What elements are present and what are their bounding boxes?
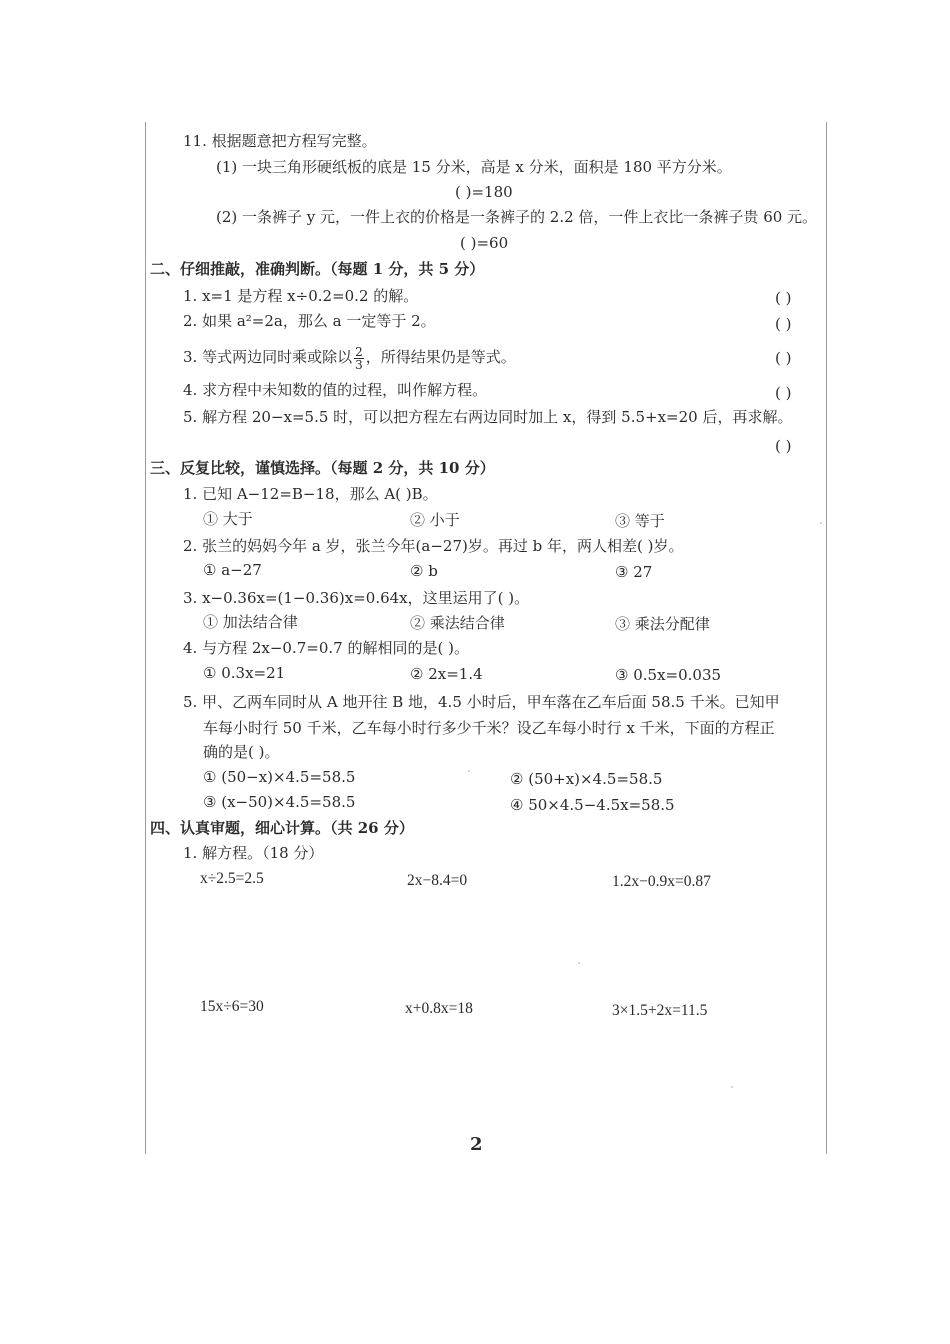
choice-q2-opt3: ③ 27 — [615, 563, 653, 581]
choice-q2-opt2: ② b — [410, 562, 438, 580]
section2-heading: 二、仔细推敲，准确判断。（每题 1 分，共 5 分） — [150, 260, 485, 278]
q11-part1-blank: ( )=180 — [455, 183, 513, 201]
judge-item-3: 3. 等式两边同时乘或除以 $\frac{2}{3}$ ，所得结果仍是等式。 — [183, 344, 516, 372]
choice-q4: 4. 与方程 2x−0.7=0.7 的解相同的是( )。 — [183, 639, 469, 657]
equation-2: 2x−8.4=0 — [407, 872, 468, 889]
choice-q2-opt1: ① a−27 — [203, 561, 262, 579]
choice-q4-opt3: ③ 0.5x=0.035 — [615, 666, 722, 684]
choice-q1-opt2: ② 小于 — [410, 511, 460, 529]
choice-q3-opt2: ② 乘法结合律 — [410, 614, 505, 632]
equation-4: 15x÷6=30 — [200, 998, 264, 1015]
choice-q2: 2. 张兰的妈妈今年 a 岁，张兰今年(a−27)岁。再过 b 年，两人相差( )岁。 — [183, 537, 684, 555]
section4-heading: 四、认真审题，细心计算。（共 26 分） — [150, 819, 414, 837]
q11-part1: (1) 一块三角形硬纸板的底是 15 分米，高是 x 分米，面积是 180 平方分米。 — [216, 158, 732, 176]
judge-item-1: 1. x=1 是方程 x÷0.2=0.2 的解。 — [183, 287, 419, 305]
choice-q1-opt3: ③ 等于 — [615, 512, 665, 530]
equation-6: 3×1.5+2x=11.5 — [612, 1002, 708, 1019]
judge-item-4: 4. 求方程中未知数的值的过程，叫作解方程。 — [183, 381, 488, 399]
judge-bracket-3: ( ) — [775, 349, 792, 367]
equation-3: 1.2x−0.9x=0.87 — [612, 873, 711, 890]
choice-q3-opt1: ① 加法结合律 — [203, 613, 298, 631]
choice-q1-opt1: ① 大于 — [203, 510, 253, 528]
equation-1: x÷2.5=2.5 — [200, 870, 264, 887]
choice-q4-opt2: ② 2x=1.4 — [410, 665, 483, 683]
judge-bracket-5: ( ) — [775, 437, 792, 455]
q11-part2: (2) 一条裤子 y 元，一件上衣的价格是一条裤子的 2.2 倍，一件上衣比一条裤子贵 60 元。 — [216, 208, 818, 226]
choice-q5-line1: 5. 甲、乙两车同时从 A 地开往 B 地，4.5 小时后，甲车落在乙车后面 58.5 千米。已知甲 — [183, 693, 780, 711]
judge-bracket-2: ( ) — [775, 315, 792, 333]
choice-q5-opt4: ④ 50×4.5−4.5x=58.5 — [510, 796, 675, 814]
choice-q5-line2: 车每小时行 50 千米，乙车每小时行多少千米？设乙车每小时行 x 千米，下面的方程正 — [203, 719, 775, 737]
choice-q4-opt1: ① 0.3x=21 — [203, 664, 286, 682]
judge-bracket-1: ( ) — [775, 289, 792, 307]
page-number: 2 — [470, 1134, 483, 1155]
judge-item-2: 2. 如果 a²=2a，那么 a 一定等于 2。 — [183, 312, 436, 330]
scan-speck — [731, 1086, 733, 1088]
choice-q1: 1. 已知 A−12=B−18，那么 A( )B。 — [183, 485, 438, 503]
scan-speck — [578, 962, 580, 964]
choice-q5-line3: 确的是( )。 — [203, 743, 280, 761]
fraction-two-thirds: $\frac{2}{3}$ — [355, 344, 363, 372]
scan-speck — [820, 522, 822, 524]
choice-q5-opt2: ② (50+x)×4.5=58.5 — [510, 770, 663, 788]
judge-bracket-4: ( ) — [775, 384, 792, 402]
section3-heading: 三、反复比较，谨慎选择。（每题 2 分，共 10 分） — [150, 459, 495, 477]
judge-item-5: 5. 解方程 20−x=5.5 时，可以把方程左右两边同时加上 x，得到 5.5+x=20 后，再求解。 — [183, 408, 793, 426]
q11-part2-blank: ( )=60 — [460, 234, 509, 252]
q11-title: 11. 根据题意把方程写完整。 — [183, 132, 377, 150]
choice-q3: 3. x−0.36x=(1−0.36)x=0.64x，这里运用了( )。 — [183, 589, 530, 607]
equation-5: x+0.8x=18 — [405, 1000, 473, 1017]
calc-sub1: 1. 解方程。（18 分） — [183, 844, 324, 862]
scan-speck — [468, 770, 470, 772]
choice-q3-opt3: ③ 乘法分配律 — [615, 615, 710, 633]
choice-q5-opt1: ① (50−x)×4.5=58.5 — [203, 768, 356, 786]
choice-q5-opt3: ③ (x−50)×4.5=58.5 — [203, 793, 356, 811]
